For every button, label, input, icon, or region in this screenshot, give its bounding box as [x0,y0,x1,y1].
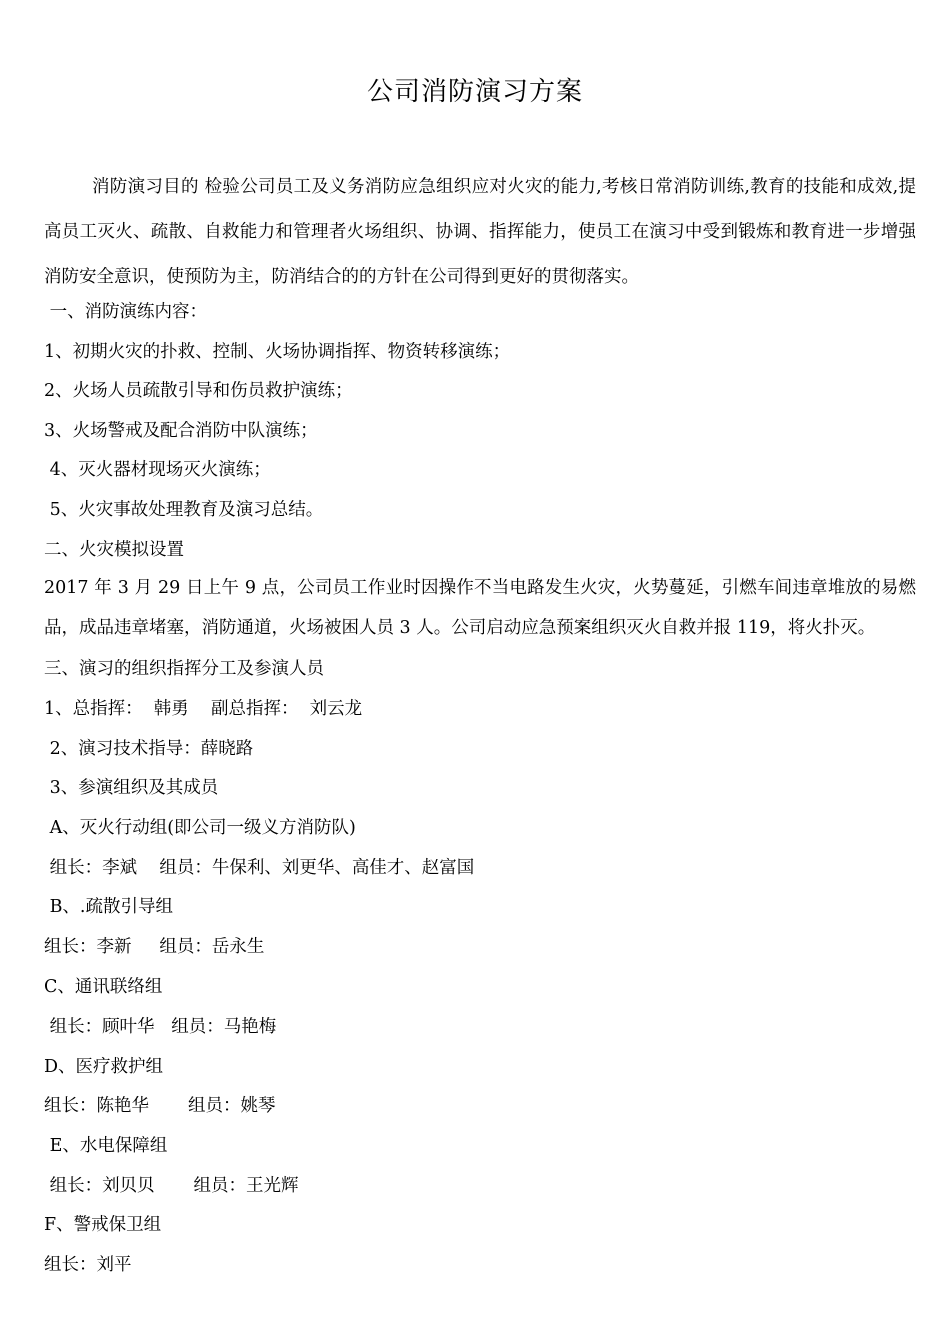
group-c-members: 组长：顾叶华 组员：马艳梅 [44,1017,277,1037]
section3-heading: 三、演习的组织指挥分工及参演人员 [44,659,324,679]
section1-item: 4、灭火器材现场灭火演练； [44,460,271,480]
group-f-members: 组长：刘平 [44,1255,132,1275]
group-b-members: 组长：李新 组员：岳永生 [44,937,265,957]
technical-guidance-line: 2、演习技术指导：薛晓路 [44,739,254,759]
document-title: 公司消防演习方案 [366,77,583,107]
group-e-heading: E、水电保障组 [44,1136,168,1156]
group-d-heading: D、医疗救护组 [44,1057,164,1077]
section1-item: 3、火场警戒及配合消防中队演练； [44,421,318,441]
section2-heading: 二、火灾模拟设置 [44,540,184,560]
fire-scenario-paragraph: 2017 年 3 月 29 日上午 9 点，公司员工作业时因操作不当电路发生火灾，火势蔓延，引燃车间违章堆放的易燃品，成品违章堵塞，消防通道，火场被困人员 3 人。公司启动应急预案组织灭火自救并报 119，将火扑灭。 [44,578,916,638]
group-a-heading: A、灭火行动组(即公司一级义方消防队) [44,818,356,838]
commander-line: 1、总指挥： 韩勇 副总指挥： 刘云龙 [44,699,363,719]
participants-heading: 3、参演组织及其成员 [44,778,219,798]
group-c-heading: C、通讯联络组 [44,977,163,997]
group-f-heading: F、警戒保卫组 [44,1215,162,1235]
group-e-members: 组长：刘贝贝 组员：王光辉 [44,1176,299,1196]
intro-paragraph: 消防演习目的 检验公司员工及义务消防应急组织应对火灾的能力,考核日常消防训练,教育的技能和成效,提高员工灭火、疏散、自救能力和管理者火场组织、协调、指挥能力，使员工在演习中受到锻炼和教育进一步增强消防安全意识，使预防为主，防消结合的的方针在公司得到更好的贯彻落实。 [44,177,916,287]
section1-item: 5、火灾事故处理教育及演习总结。 [44,500,324,520]
group-b-heading: B、.疏散引导组 [44,897,173,917]
section1-item: 2、火场人员疏散引导和伤员救护演练； [44,381,353,401]
section1-heading: 一、消防演练内容： [44,302,208,322]
group-a-members: 组长：李斌 组员：牛保利、刘更华、高佳才、赵富国 [44,858,475,878]
group-d-members: 组长：陈艳华 组员：姚琴 [44,1096,276,1116]
section1-item: 1、初期火灾的扑救、控制、火场协调指挥、物资转移演练； [44,342,511,362]
